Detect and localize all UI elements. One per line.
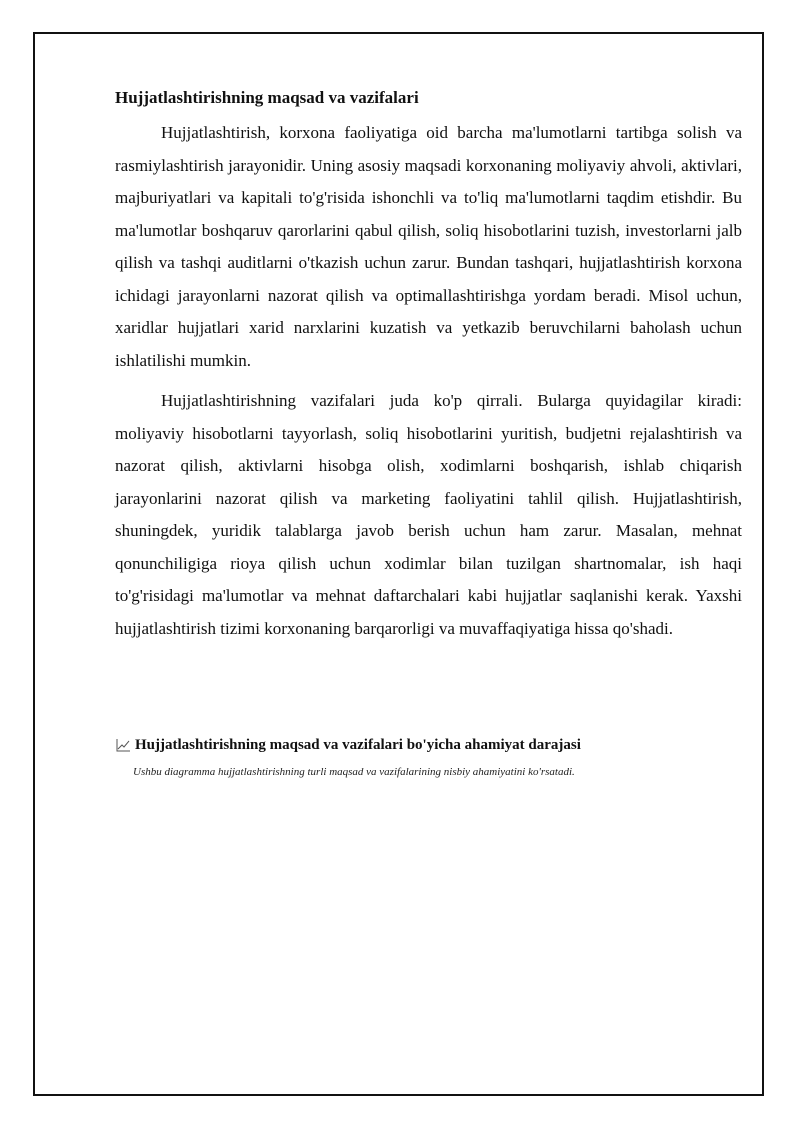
paragraph-functions: Hujjatlashtirishning vazifalari juda ko'p qirrali. Bularga quyidagilar kiradi: moliyaviy hisobotlarni tayyorlash, soliq hisobotlarini yuritish, budjetni rejalashtirish va nazorat qilish, aktivlarni hisobga olish, xodimlarni boshqarish, ishlab chiqarish jarayonlarini nazorat qilish va marketing faoliyatini tahlil qilish. Hujjatlashtirish, shuningdek, yuridik talablarga javob berish uchun ham zarur. Masalan, mehnat qonunchiligiga rioya qilish uchun xodimlar bilan tuzilgan shartnomalar, ish haqi to'g'risidagi ma'lumotlar va mehnat daftarchalari kabi hujjatlar saqlanishi kerak. Yaxshi hujjatlashtirish tizimi korxonaning barqarorligi va muvaffaqiyatiga hissa qo'shadi. xyxy=(115,391,742,638)
section-heading: Hujjatlashtirishning maqsad va vazifalari xyxy=(115,88,419,107)
figure-title: Hujjatlashtirishning maqsad va vazifalari bo'yicha ahamiyat darajasi xyxy=(135,737,581,753)
document-body xyxy=(115,86,742,653)
chart-line-icon xyxy=(115,737,131,753)
figure-header xyxy=(115,735,755,755)
paragraph-purpose: Hujjatlashtirish, korxona faoliyatiga oid barcha ma'lumotlarni tartibga solish va rasmiylashtirish jarayonidir. Uning asosiy maqsadi korxonaning moliyaviy ahvoli, aktivlari, majburiyatlari va kapitali to'g'risida ishonchli va to'liq ma'lumotlarni taqdim etishdir. Bu ma'lumotlar boshqaruv qarorlarini qabul qilish, soliq hisobotlarini tuzish, investorlarni jalb qilish va tashqi auditlarni o'tkazish uchun zarur. Bundan tashqari, hujjatlashtirish korxona ichidagi jarayonlarni nazorat qilish va optimallashtirishga yordam beradi. Misol uchun, xaridlar hujjatlari xarid narxlarini kuzatish va yetkazib beruvchilarni baholash uchun ishlatilishi mumkin. xyxy=(115,123,742,370)
figure-caption: Ushbu diagramma hujjatlashtirishning turli maqsad va vazifalarining nisbiy ahamiyatini ko'rsatadi. xyxy=(133,766,575,778)
